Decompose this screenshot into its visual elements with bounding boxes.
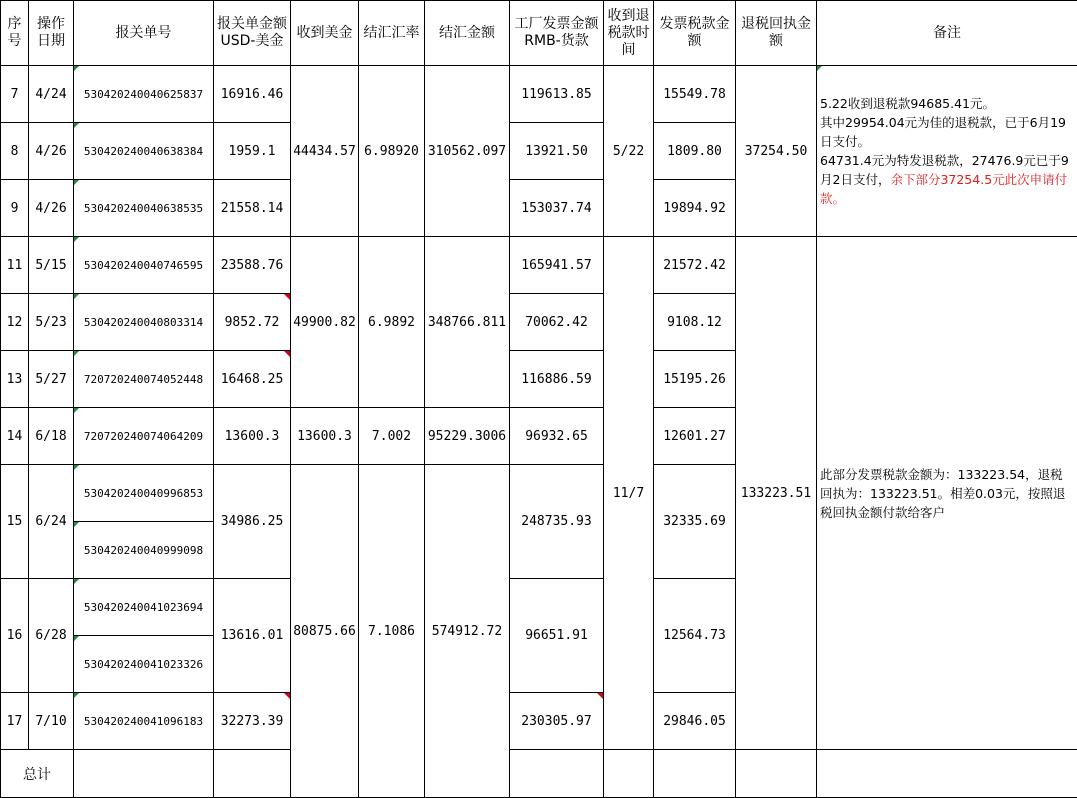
cell-date: 4/24	[29, 66, 74, 123]
remark-top	[817, 66, 1077, 237]
header-exchange-rate: 结汇汇率	[359, 1, 425, 66]
remark-top-line1: 5.22收到退税款94685.41元。	[820, 96, 995, 111]
cell-declared-usd: 16468.25	[214, 351, 291, 408]
cell-invoice-tax: 9108.12	[654, 294, 736, 351]
total-empty-cell	[604, 750, 654, 798]
header-invoice-tax: 发票税款金额	[654, 1, 736, 66]
header-refund-receipt: 退税回执金额	[736, 1, 817, 66]
header-declared-usd: 报关单金额USD-美金	[214, 1, 291, 66]
header-received-usd: 收到美金	[291, 1, 359, 66]
cell-declaration-no: 720720240074052448	[74, 351, 214, 408]
cell-declared-usd: 23588.76	[214, 237, 291, 294]
header-settlement-amount: 结汇金额	[425, 1, 510, 66]
cell-declared-usd: 21558.14	[214, 180, 291, 237]
total-label: 总计	[1, 750, 74, 798]
cell-received-usd: 49900.82	[291, 237, 359, 408]
cell-declaration-no: 530420240040996853	[74, 465, 214, 522]
cell-exchange-rate: 6.98920	[359, 66, 425, 237]
cell-factory-invoice: 230305.97	[510, 693, 604, 750]
cell-invoice-tax: 15549.78	[654, 66, 736, 123]
cell-declared-usd: 16916.46	[214, 66, 291, 123]
cell-declaration-no: 530420240040746595	[74, 237, 214, 294]
cell-declared-usd: 13600.3	[214, 408, 291, 465]
cell-received-usd: 80875.66	[291, 465, 359, 798]
cell-declared-usd: 32273.39	[214, 693, 291, 750]
cell-declaration-no: 720720240074064209	[74, 408, 214, 465]
cell-declaration-no: 530420240041023326	[74, 636, 214, 693]
total-empty-cell	[510, 750, 604, 798]
cell-seq: 12	[1, 294, 29, 351]
cell-date: 6/18	[29, 408, 74, 465]
cell-declared-usd: 34986.25	[214, 465, 291, 579]
cell-seq: 17	[1, 693, 29, 750]
remark-top-line3: 64731.4元为特发退税款，27476.9元已于9月2日支付，	[820, 153, 1069, 187]
cell-declaration-no: 530420240040803314	[74, 294, 214, 351]
cell-invoice-tax: 19894.92	[654, 180, 736, 237]
cell-seq: 14	[1, 408, 29, 465]
cell-declared-usd: 9852.72	[214, 294, 291, 351]
cell-declaration-no: 530420240040625837	[74, 66, 214, 123]
total-empty-cell	[817, 750, 1077, 798]
cell-date: 4/26	[29, 123, 74, 180]
table-row	[1, 237, 1077, 294]
cell-seq: 15	[1, 465, 29, 579]
cell-invoice-tax: 12601.27	[654, 408, 736, 465]
cell-date: 6/24	[29, 465, 74, 579]
total-empty-cell	[736, 750, 817, 798]
total-row	[1, 750, 1077, 798]
remark-bottom: 此部分发票税款金额为：133223.54，退税回执为：133223.51。相差0.03元，按照退税回执金额付款给客户	[817, 237, 1077, 750]
header-row	[1, 1, 1077, 66]
header-declaration-no: 报关单号	[74, 1, 214, 66]
cell-declaration-no: 530420240040638384	[74, 123, 214, 180]
table-row	[1, 66, 1077, 123]
header-remark: 备注	[817, 1, 1077, 66]
cell-refund-receipt: 133223.51	[736, 237, 817, 750]
cell-seq: 8	[1, 123, 29, 180]
cell-factory-invoice: 13921.50	[510, 123, 604, 180]
cell-settlement-amount: 348766.811	[425, 237, 510, 408]
total-empty-cell	[214, 750, 291, 798]
header-factory-invoice: 工厂发票金额RMB-货款	[510, 1, 604, 66]
cell-received-usd: 13600.3	[291, 408, 359, 465]
cell-factory-invoice: 96651.91	[510, 579, 604, 693]
cell-refund-time: 5/22	[604, 66, 654, 237]
cell-factory-invoice: 153037.74	[510, 180, 604, 237]
cell-exchange-rate: 6.9892	[359, 237, 425, 408]
total-empty-cell	[654, 750, 736, 798]
cell-invoice-tax: 32335.69	[654, 465, 736, 579]
cell-factory-invoice: 96932.65	[510, 408, 604, 465]
cell-exchange-rate: 7.002	[359, 408, 425, 465]
cell-seq: 9	[1, 180, 29, 237]
cell-refund-time: 11/7	[604, 237, 654, 750]
cell-declared-usd: 1959.1	[214, 123, 291, 180]
cell-invoice-tax: 21572.42	[654, 237, 736, 294]
cell-seq: 16	[1, 579, 29, 693]
cell-date: 4/26	[29, 180, 74, 237]
cell-declared-usd: 13616.01	[214, 579, 291, 693]
cell-invoice-tax: 1809.80	[654, 123, 736, 180]
cell-settlement-amount: 95229.3006	[425, 408, 510, 465]
cell-date: 5/23	[29, 294, 74, 351]
header-seq: 序号	[1, 1, 29, 66]
cell-settlement-amount: 310562.097	[425, 66, 510, 237]
remark-top-line3-red: 余下部分37254.5元此次申请付款。	[820, 172, 1068, 206]
cell-invoice-tax: 29846.05	[654, 693, 736, 750]
cell-invoice-tax: 15195.26	[654, 351, 736, 408]
total-empty-cell	[74, 750, 214, 798]
cell-invoice-tax: 12564.73	[654, 579, 736, 693]
cell-seq: 7	[1, 66, 29, 123]
cell-exchange-rate: 7.1086	[359, 465, 425, 798]
cell-declaration-no: 530420240041023694	[74, 579, 214, 636]
cell-date: 7/10	[29, 693, 74, 750]
remark-top-line2: 其中29954.04元为佳的退税款，已于6月19日支付。	[820, 115, 1067, 149]
cell-seq: 13	[1, 351, 29, 408]
header-refund-time: 收到退税款时间	[604, 1, 654, 66]
cell-date: 5/27	[29, 351, 74, 408]
cell-declaration-no: 530420240040999098	[74, 522, 214, 579]
cell-factory-invoice: 70062.42	[510, 294, 604, 351]
header-date: 操作日期	[29, 1, 74, 66]
cell-date: 6/28	[29, 579, 74, 693]
cell-declaration-no: 530420240041096183	[74, 693, 214, 750]
cell-declaration-no: 530420240040638535	[74, 180, 214, 237]
cell-seq: 11	[1, 237, 29, 294]
cell-refund-receipt: 37254.50	[736, 66, 817, 237]
cell-factory-invoice: 116886.59	[510, 351, 604, 408]
cell-received-usd: 44434.57	[291, 66, 359, 237]
cell-factory-invoice: 248735.93	[510, 465, 604, 579]
cell-factory-invoice: 119613.85	[510, 66, 604, 123]
cell-settlement-amount: 574912.72	[425, 465, 510, 798]
cell-date: 5/15	[29, 237, 74, 294]
cell-factory-invoice: 165941.57	[510, 237, 604, 294]
